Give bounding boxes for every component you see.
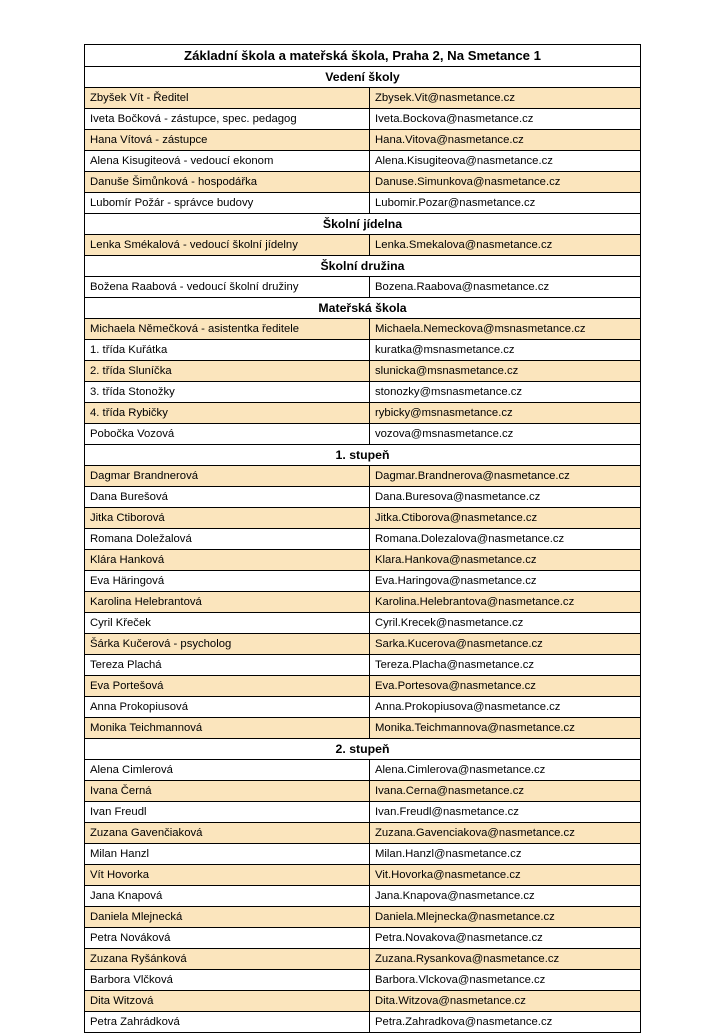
page-title: Základní škola a mateřská škola, Praha 2, Na Smetance 1 [85, 45, 641, 67]
document-title-row [85, 45, 641, 67]
contact-name: Petra Zahrádková [85, 1012, 370, 1033]
contact-email[interactable]: Klara.Hankova@nasmetance.cz [370, 550, 641, 571]
table-row [85, 172, 641, 193]
table-row [85, 991, 641, 1012]
section-heading: 2. stupeň [85, 739, 641, 760]
contact-email[interactable]: stonozky@msnasmetance.cz [370, 382, 641, 403]
table-row [85, 382, 641, 403]
contact-name: Zbyšek Vít - Ředitel [85, 88, 370, 109]
contact-name: Šárka Kučerová - psycholog [85, 634, 370, 655]
contact-email[interactable]: Dana.Buresova@nasmetance.cz [370, 487, 641, 508]
table-row [85, 487, 641, 508]
contact-name: Romana Doležalová [85, 529, 370, 550]
contact-name: Anna Prokopiusová [85, 697, 370, 718]
contact-name: Klára Hanková [85, 550, 370, 571]
contact-email[interactable]: rybicky@msnasmetance.cz [370, 403, 641, 424]
contact-email[interactable]: Zuzana.Rysankova@nasmetance.cz [370, 949, 641, 970]
contact-email[interactable]: Jitka.Ctiborova@nasmetance.cz [370, 508, 641, 529]
contact-name: Hana Vítová - zástupce [85, 130, 370, 151]
contact-name: Pobočka Vozová [85, 424, 370, 445]
table-row [85, 571, 641, 592]
section-heading-row [85, 256, 641, 277]
table-row [85, 697, 641, 718]
contact-email[interactable]: Dagmar.Brandnerova@nasmetance.cz [370, 466, 641, 487]
contact-email[interactable]: Sarka.Kucerova@nasmetance.cz [370, 634, 641, 655]
table-row [85, 130, 641, 151]
contact-email[interactable]: Karolina.Helebrantova@nasmetance.cz [370, 592, 641, 613]
contact-email[interactable]: Alena.Kisugiteova@nasmetance.cz [370, 151, 641, 172]
table-row [85, 235, 641, 256]
contact-email[interactable]: Dita.Witzova@nasmetance.cz [370, 991, 641, 1012]
contact-email[interactable]: Milan.Hanzl@nasmetance.cz [370, 844, 641, 865]
contact-name: Jana Knapová [85, 886, 370, 907]
contact-email[interactable]: Tereza.Placha@nasmetance.cz [370, 655, 641, 676]
section-heading-row [85, 214, 641, 235]
table-row [85, 781, 641, 802]
contact-name: Cyril Křeček [85, 613, 370, 634]
contact-email[interactable]: Ivana.Cerna@nasmetance.cz [370, 781, 641, 802]
contact-name: Ivana Černá [85, 781, 370, 802]
table-row [85, 340, 641, 361]
contacts-table [84, 44, 641, 1033]
table-row [85, 802, 641, 823]
table-row [85, 928, 641, 949]
contact-name: Eva Portešová [85, 676, 370, 697]
contact-name: Petra Nováková [85, 928, 370, 949]
contact-name: Zuzana Gavenčiaková [85, 823, 370, 844]
contact-email[interactable]: Bozena.Raabova@nasmetance.cz [370, 277, 641, 298]
contact-name: 1. třída Kuřátka [85, 340, 370, 361]
contact-name: Alena Cimlerová [85, 760, 370, 781]
section-heading: 1. stupeň [85, 445, 641, 466]
contact-name: Božena Raabová - vedoucí školní družiny [85, 277, 370, 298]
contact-name: Iveta Bočková - zástupce, spec. pedagog [85, 109, 370, 130]
contact-name: Michaela Němečková - asistentka ředitele [85, 319, 370, 340]
table-row [85, 529, 641, 550]
table-row [85, 403, 641, 424]
table-row [85, 823, 641, 844]
contact-email[interactable]: Vit.Hovorka@nasmetance.cz [370, 865, 641, 886]
contact-name: 2. třída Sluníčka [85, 361, 370, 382]
contact-email[interactable]: Petra.Zahradkova@nasmetance.cz [370, 1012, 641, 1033]
contact-email[interactable]: Ivan.Freudl@nasmetance.cz [370, 802, 641, 823]
table-row [85, 886, 641, 907]
section-heading: Školní družina [85, 256, 641, 277]
contact-name: Danuše Šimůnková - hospodářka [85, 172, 370, 193]
table-row [85, 592, 641, 613]
contact-name: Eva Häringová [85, 571, 370, 592]
table-row [85, 970, 641, 991]
contact-email[interactable]: Alena.Cimlerova@nasmetance.cz [370, 760, 641, 781]
contact-email[interactable]: Michaela.Nemeckova@msnasmetance.cz [370, 319, 641, 340]
contact-name: 3. třída Stonožky [85, 382, 370, 403]
contact-email[interactable]: Iveta.Bockova@nasmetance.cz [370, 109, 641, 130]
contact-name: Jitka Ctiborová [85, 508, 370, 529]
table-row [85, 550, 641, 571]
table-row [85, 361, 641, 382]
table-row [85, 949, 641, 970]
contact-email[interactable]: Eva.Portesova@nasmetance.cz [370, 676, 641, 697]
contact-email[interactable]: Jana.Knapova@nasmetance.cz [370, 886, 641, 907]
section-heading: Školní jídelna [85, 214, 641, 235]
table-row [85, 88, 641, 109]
table-row [85, 193, 641, 214]
contact-name: Dagmar Brandnerová [85, 466, 370, 487]
section-heading: Vedení školy [85, 67, 641, 88]
contact-name: Vít Hovorka [85, 865, 370, 886]
contact-email[interactable]: Anna.Prokopiusova@nasmetance.cz [370, 697, 641, 718]
contact-email[interactable]: Eva.Haringova@nasmetance.cz [370, 571, 641, 592]
table-row [85, 613, 641, 634]
table-row [85, 109, 641, 130]
table-row [85, 844, 641, 865]
contacts-table-body [85, 45, 641, 1033]
table-row [85, 760, 641, 781]
table-row [85, 508, 641, 529]
contact-email[interactable]: Petra.Novakova@nasmetance.cz [370, 928, 641, 949]
contact-name: Milan Hanzl [85, 844, 370, 865]
contact-name: Ivan Freudl [85, 802, 370, 823]
section-heading-row [85, 445, 641, 466]
contact-email[interactable]: Lubomir.Pozar@nasmetance.cz [370, 193, 641, 214]
table-row [85, 634, 641, 655]
contact-name: Tereza Plachá [85, 655, 370, 676]
contact-email[interactable]: Hana.Vitova@nasmetance.cz [370, 130, 641, 151]
contact-name: Barbora Vlčková [85, 970, 370, 991]
contact-email[interactable]: Romana.Dolezalova@nasmetance.cz [370, 529, 641, 550]
table-row [85, 676, 641, 697]
table-row [85, 424, 641, 445]
contact-name: 4. třída Rybičky [85, 403, 370, 424]
contact-email[interactable]: Cyril.Krecek@nasmetance.cz [370, 613, 641, 634]
contact-email[interactable]: Zbysek.Vit@nasmetance.cz [370, 88, 641, 109]
section-heading-row [85, 298, 641, 319]
contact-name: Alena Kisugiteová - vedoucí ekonom [85, 151, 370, 172]
table-row [85, 907, 641, 928]
table-row [85, 277, 641, 298]
contact-email[interactable]: Lenka.Smekalova@nasmetance.cz [370, 235, 641, 256]
contact-email[interactable]: Daniela.Mlejnecka@nasmetance.cz [370, 907, 641, 928]
section-heading-row [85, 739, 641, 760]
table-row [85, 865, 641, 886]
contact-email[interactable]: slunicka@msnasmetance.cz [370, 361, 641, 382]
contact-email[interactable]: vozova@msnasmetance.cz [370, 424, 641, 445]
table-row [85, 466, 641, 487]
contact-name: Daniela Mlejnecká [85, 907, 370, 928]
contact-name: Dita Witzová [85, 991, 370, 1012]
contact-name: Monika Teichmannová [85, 718, 370, 739]
contact-name: Zuzana Ryšánková [85, 949, 370, 970]
contact-name: Dana Burešová [85, 487, 370, 508]
contact-email[interactable]: kuratka@msnasmetance.cz [370, 340, 641, 361]
contact-email[interactable]: Monika.Teichmannova@nasmetance.cz [370, 718, 641, 739]
table-row [85, 655, 641, 676]
contact-email[interactable]: Zuzana.Gavenciakova@nasmetance.cz [370, 823, 641, 844]
table-row [85, 151, 641, 172]
contact-name: Lubomír Požár - správce budovy [85, 193, 370, 214]
table-row [85, 718, 641, 739]
section-heading: Mateřská škola [85, 298, 641, 319]
contact-email[interactable]: Danuse.Simunkova@nasmetance.cz [370, 172, 641, 193]
table-row [85, 1012, 641, 1033]
contact-email[interactable]: Barbora.Vlckova@nasmetance.cz [370, 970, 641, 991]
contact-name: Lenka Smékalová - vedoucí školní jídelny [85, 235, 370, 256]
table-row [85, 319, 641, 340]
contact-name: Karolina Helebrantová [85, 592, 370, 613]
section-heading-row [85, 67, 641, 88]
